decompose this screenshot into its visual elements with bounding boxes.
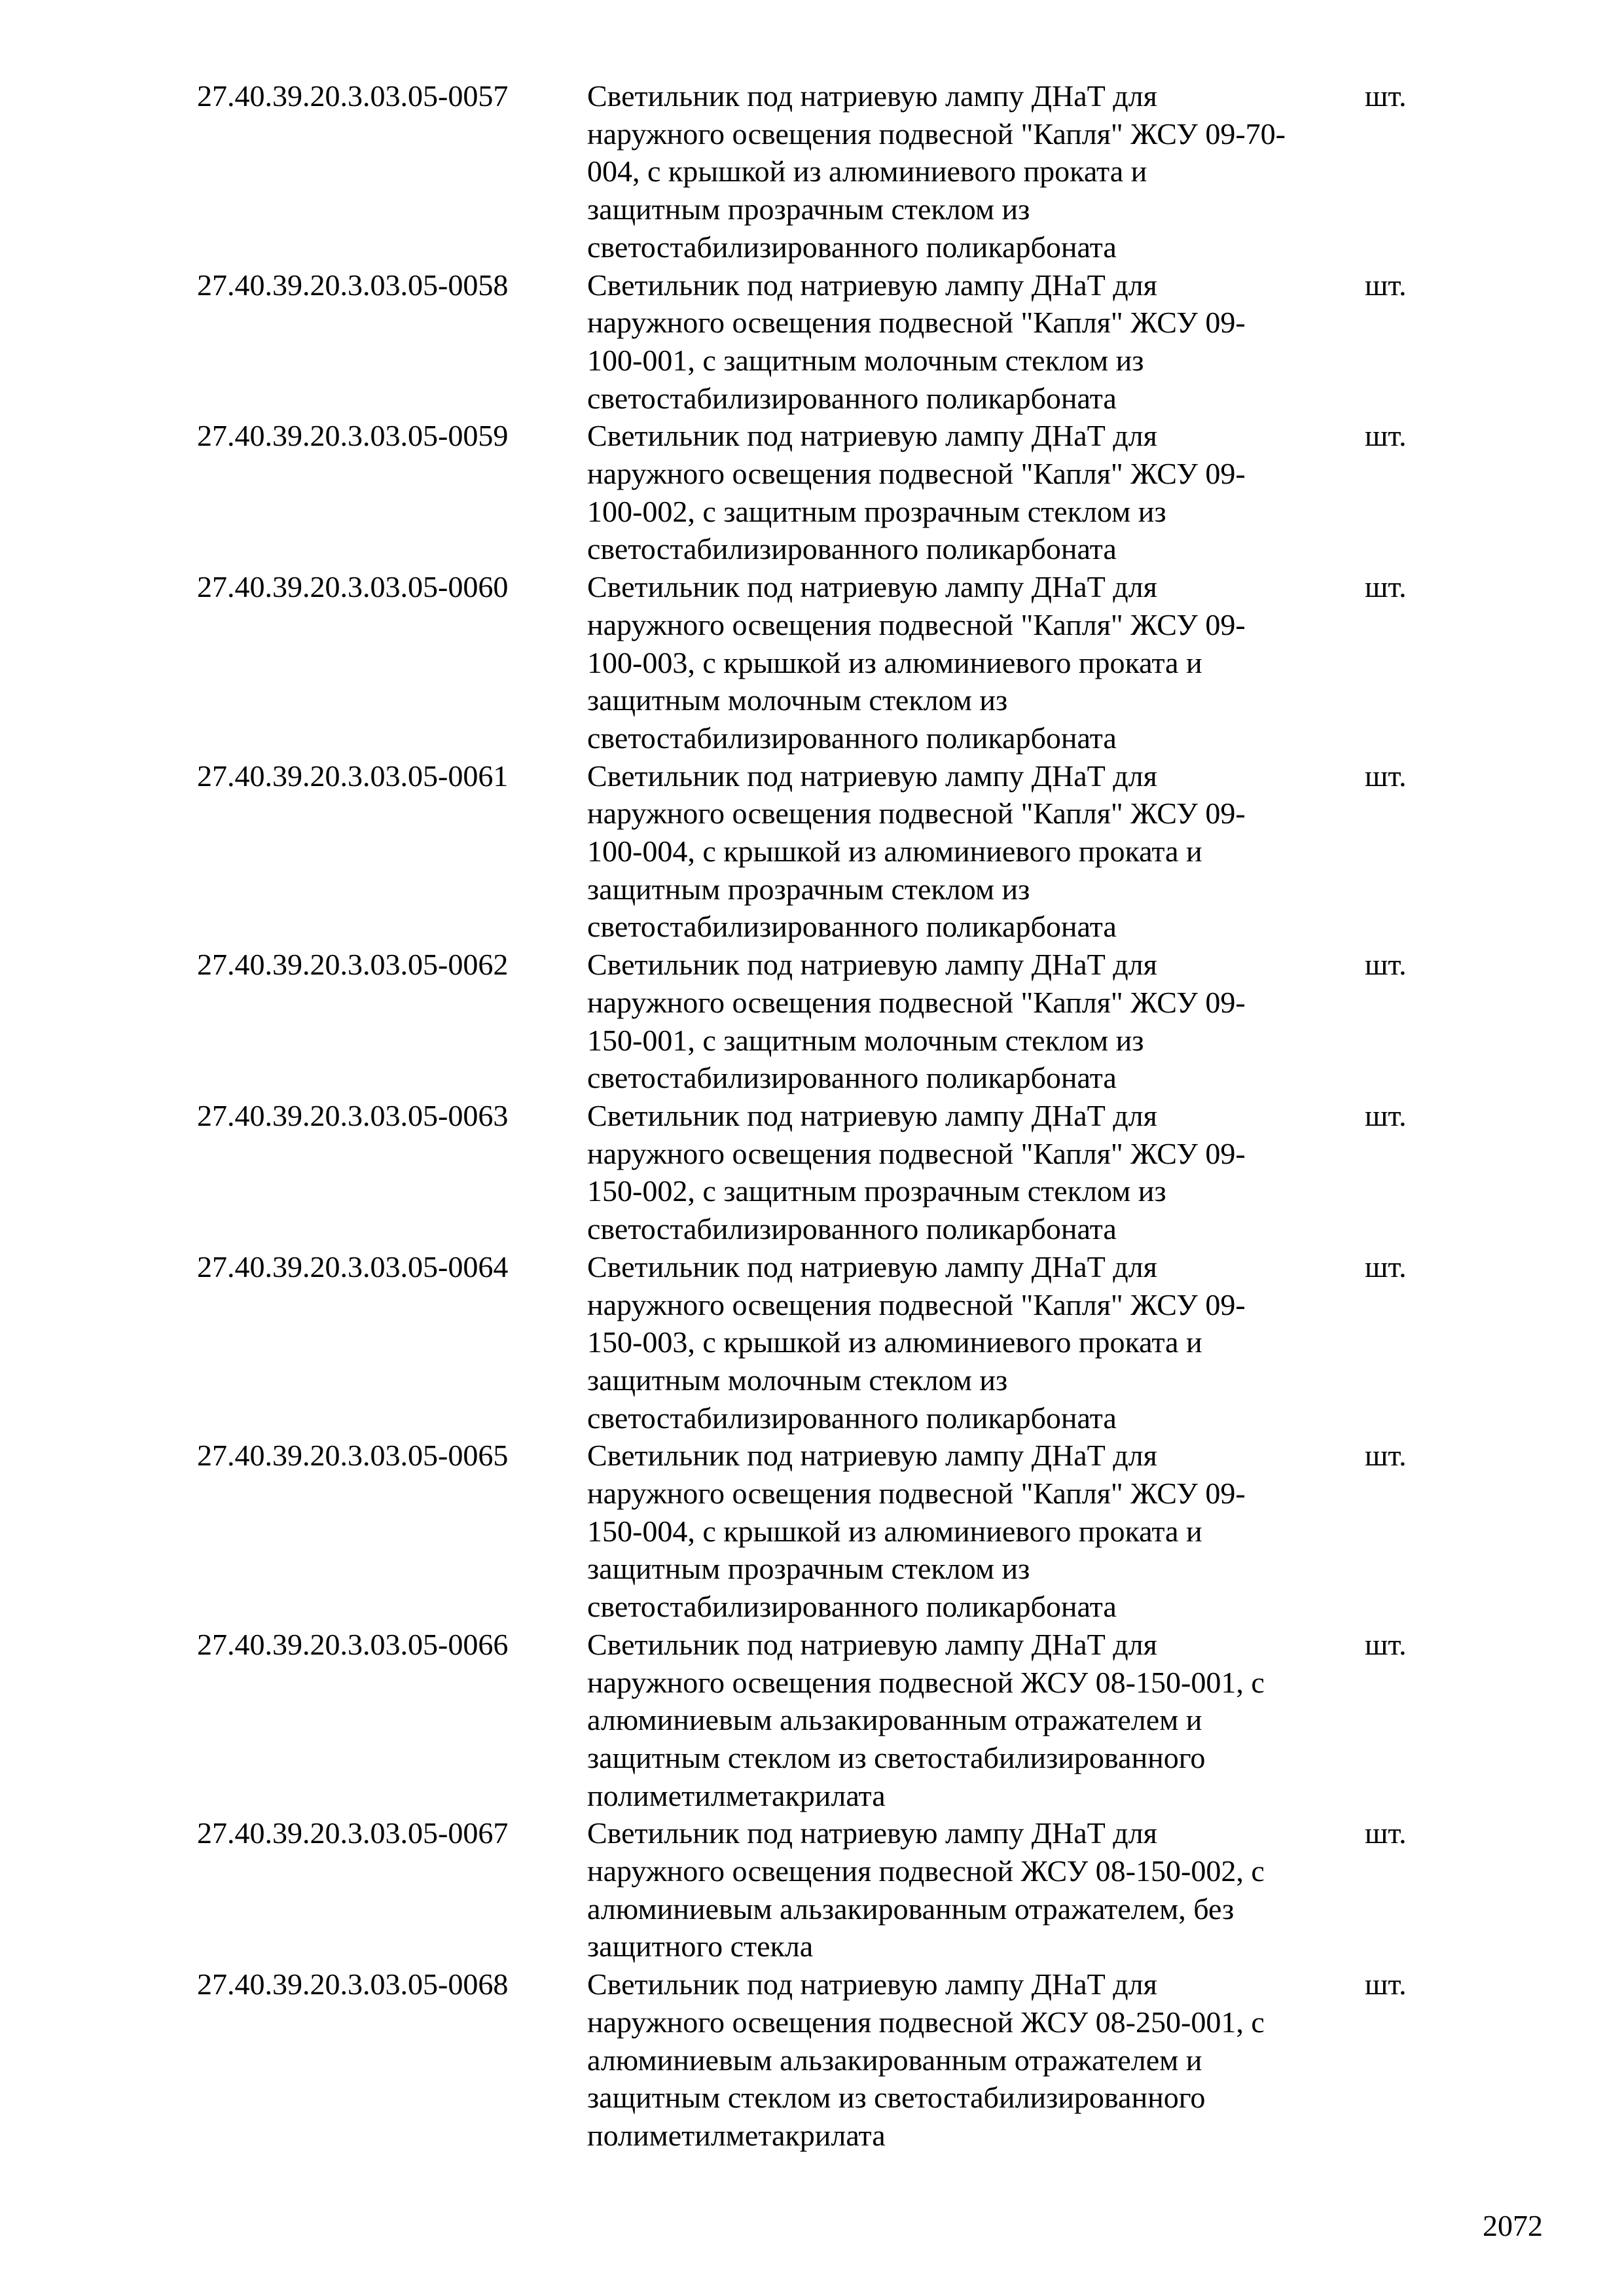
resource-description: Светильник под натриевую лампу ДНаТ для наружного освещения подвесной "Капля" ЖСУ 09- 100-003, с крышкой из алюминиевого проката и защитным молочным стеклом из светостабилизированного поликарбоната [587,570,1246,755]
table-row [197,1437,1460,1626]
resource-description: Светильник под натриевую лампу ДНаТ для наружного освещения подвесной "Капля" ЖСУ 09-70- 004, с крышкой из алюминиевого проката и защитным прозрачным стеклом из светостабилизированного поликарбоната [587,79,1286,264]
unit-of-measure: шт. [1365,268,1407,302]
unit-of-measure: шт. [1365,1439,1407,1473]
unit-of-measure: шт. [1365,419,1407,453]
table-row [197,1248,1460,1437]
table-row [197,266,1460,418]
resource-description: Светильник под натриевую лампу ДНаТ для наружного освещения подвесной "Капля" ЖСУ 09- 100-002, с защитным прозрачным стеклом из светостабилизированного поликарбоната [587,419,1246,566]
table-row [197,1965,1460,2155]
resource-description: Светильник под натриевую лампу ДНаТ для наружного освещения подвесной "Капля" ЖСУ 09- 150-002, с защитным прозрачным стеклом из светостабилизированного поликарбоната [587,1098,1246,1246]
resource-code: 27.40.39.20.3.03.05-0068 [197,1967,509,2001]
table-row [197,1097,1460,1248]
unit-of-measure: шт. [1365,79,1407,113]
resource-table [197,77,1460,2155]
resource-code: 27.40.39.20.3.03.05-0065 [197,1439,509,1473]
resource-code: 27.40.39.20.3.03.05-0067 [197,1816,509,1850]
resource-code: 27.40.39.20.3.03.05-0060 [197,570,509,604]
resource-description: Светильник под натриевую лампу ДНаТ для наружного освещения подвесной "Капля" ЖСУ 09- 100-001, с защитным молочным стеклом из светостабилизированного поликарбоната [587,268,1246,415]
resource-description: Светильник под натриевую лампу ДНаТ для наружного освещения подвесной "Капля" ЖСУ 09- 150-004, с крышкой из алюминиевого проката и защитным прозрачным стеклом из светостабилизированного поликарбоната [587,1439,1246,1624]
resource-code: 27.40.39.20.3.03.05-0066 [197,1627,509,1661]
resource-code: 27.40.39.20.3.03.05-0057 [197,79,509,113]
page-number: 2072 [1483,2209,1543,2242]
resource-code: 27.40.39.20.3.03.05-0062 [197,948,509,982]
table-row [197,568,1460,757]
unit-of-measure: шт. [1365,948,1407,982]
unit-of-measure: шт. [1365,570,1407,604]
resource-code: 27.40.39.20.3.03.05-0064 [197,1249,509,1283]
unit-of-measure: шт. [1365,1816,1407,1850]
resource-code: 27.40.39.20.3.03.05-0063 [197,1098,509,1132]
table-row [197,757,1460,946]
unit-of-measure: шт. [1365,1249,1407,1283]
resource-description: Светильник под натриевую лампу ДНаТ для наружного освещения подвесной "Капля" ЖСУ 09- 100-004, с крышкой из алюминиевого проката и защитным прозрачным стеклом из светостабилизированного поликарбоната [587,759,1246,944]
resource-code: 27.40.39.20.3.03.05-0058 [197,268,509,302]
resource-code: 27.40.39.20.3.03.05-0061 [197,759,509,793]
unit-of-measure: шт. [1365,1967,1407,2001]
unit-of-measure: шт. [1365,759,1407,793]
resource-description: Светильник под натриевую лампу ДНаТ для наружного освещения подвесной ЖСУ 08-250-001, с алюминиевым альзакированным отражателем и защитным стеклом из светостабилизированного полиметилметакрилата [587,1967,1265,2152]
unit-of-measure: шт. [1365,1627,1407,1661]
table-row [197,417,1460,568]
unit-of-measure: шт. [1365,1098,1407,1132]
table-row [197,1814,1460,1965]
resource-code: 27.40.39.20.3.03.05-0059 [197,419,509,453]
resource-description: Светильник под натриевую лампу ДНаТ для наружного освещения подвесной ЖСУ 08-150-001, с алюминиевым альзакированным отражателем и защитным стеклом из светостабилизированного полиметилметакрилата [587,1627,1265,1812]
resource-description: Светильник под натриевую лампу ДНаТ для наружного освещения подвесной "Капля" ЖСУ 09- 150-003, с крышкой из алюминиевого проката и защитным молочным стеклом из светостабилизированного поликарбоната [587,1249,1246,1435]
resource-description: Светильник под натриевую лампу ДНаТ для наружного освещения подвесной ЖСУ 08-150-002, с алюминиевым альзакированным отражателем, без защитного стекла [587,1816,1265,1964]
table-row [197,77,1460,266]
table-row [197,1626,1460,1815]
resource-description: Светильник под натриевую лампу ДНаТ для наружного освещения подвесной "Капля" ЖСУ 09- 150-001, с защитным молочным стеклом из светостабилизированного поликарбоната [587,948,1246,1095]
table-row [197,946,1460,1097]
